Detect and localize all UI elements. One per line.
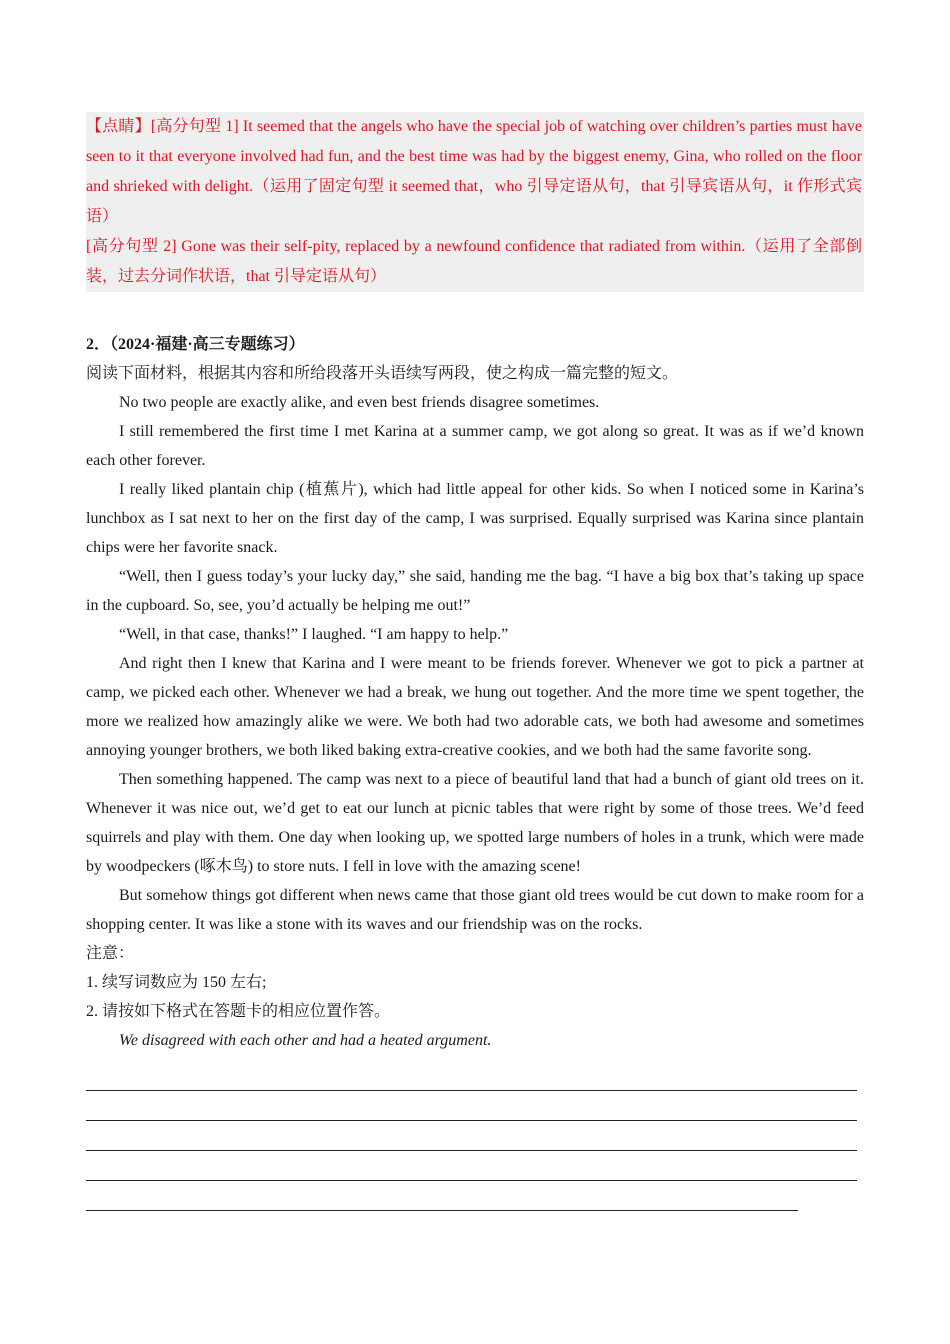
document-page	[86, 112, 864, 1211]
question-header: 2．（2024·福建·高三专题练习）	[86, 336, 305, 353]
answer-line[interactable]	[86, 1151, 857, 1181]
passage-paragraph: I really liked plantain chip (植蕉片), which had little appeal for other kids. So when I noticed some in Karina’s lunchbox as I sat next to her on the first day of the camp, I was surprised. Equally surprised was Karina since plantain chips were her favorite snack.	[86, 481, 864, 556]
rule-item: 2. 请按如下格式在答题卡的相应位置作答。	[86, 1003, 391, 1020]
passage-paragraph: But somehow things got different when news came that those giant old trees would be cut down to make room for a shopping center. It was like a stone with its waves and our friendship was on the rocks.	[86, 887, 864, 933]
passage-paragraph: “Well, then I guess today’s your lucky day,” she said, handing me the bag. “I have a big box that’s taking up space in the cupboard. So, see, you’d actually be helping me out!”	[86, 568, 864, 614]
key-point-1: 【点睛】[高分句型 1] It seemed that the angels who have the special job of watching over children’s parties must have seen to it that everyone involved had fun, and the best time was had by the biggest enemy, Gina, who rolled on the floor and shrieked with delight.（运用了固定句型 it seemed that，who 引导定语从句，that 引导宾语从句，it 作形式宾语）	[86, 118, 862, 225]
question-instruction: 阅读下面材料，根据其内容和所给段落开头语续写两段，使之构成一篇完整的短文。	[86, 365, 679, 382]
passage-paragraph: And right then I knew that Karina and I were meant to be friends forever. Whenever we got to pick a partner at camp, we picked each other. Whenever we had a break, we hung out together. And the more time we spent together, the more we realized how amazingly alike we were. We both had two adorable cats, we both had awesome and sometimes annoying younger brothers, we both liked baking extra-creative cookies, and we both had the same favorite song.	[86, 655, 864, 759]
passage-paragraph: I still remembered the first time I met Karina at a summer camp, we got along so great. It was as if we’d known each other forever.	[86, 423, 864, 469]
passage-paragraph: Then something happened. The camp was next to a piece of beautiful land that had a bunch of giant old trees on it. Whenever it was nice out, we’d get to eat our lunch at picnic tables that were right by some of those trees. We’d feed squirrels and play with them. One day when looking up, we spotted large numbers of holes in a trunk, which were made by woodpeckers (啄木鸟) to store nuts. I fell in love with the amazing scene!	[86, 771, 864, 875]
answer-line[interactable]	[86, 1061, 857, 1091]
answer-line[interactable]	[86, 1091, 857, 1121]
answer-lines	[86, 1061, 864, 1211]
answer-line[interactable]	[86, 1121, 857, 1151]
passage-paragraph: “Well, in that case, thanks!” I laughed. “I am happy to help.”	[119, 626, 509, 643]
answer-line[interactable]	[86, 1181, 798, 1211]
continuation-starter: We disagreed with each other and had a heated argument.	[119, 1032, 492, 1049]
key-point-2: [高分句型 2] Gone was their self-pity, replaced by a newfound confidence that radiated from within.（运用了全部倒装，过去分词作状语，that 引导定语从句）	[86, 238, 862, 285]
key-points-box	[86, 112, 864, 292]
passage-paragraph: No two people are exactly alike, and even best friends disagree sometimes.	[119, 394, 600, 411]
rule-item: 1. 续写词数应为 150 左右;	[86, 974, 267, 991]
notice-label: 注意：	[86, 945, 135, 962]
